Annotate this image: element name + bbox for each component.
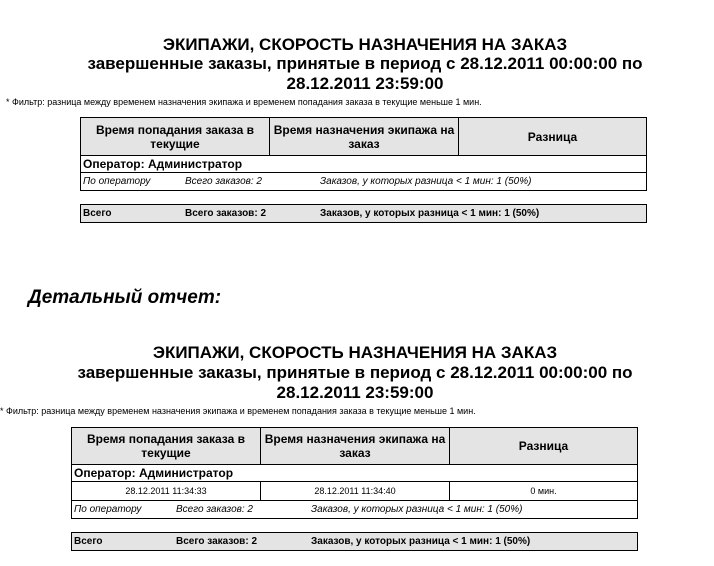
detail-time-in: 28.12.2011 11:34:33 xyxy=(72,482,261,500)
grand-total-diff-orders: Заказов, у которых разница < 1 мин: 1 (50%) xyxy=(311,536,531,547)
report1-operator-row xyxy=(80,156,647,173)
grand-total-label: Всего xyxy=(74,536,103,547)
report1-subtitle-line2: 28.12.2011 23:59:00 xyxy=(286,74,444,93)
report1-title: ЭКИПАЖИ, СКОРОСТЬ НАЗНАЧЕНИЯ НА ЗАКАЗ xyxy=(162,35,568,54)
report2-subtitle-line1: завершенные заказы, принятые в период с 28.12.2011 00:00:00 по xyxy=(77,363,633,382)
operator-label: Оператор: Администратор xyxy=(83,157,243,171)
detailed-report-heading: Детальный отчет: xyxy=(28,287,222,308)
header-time-in: Время попадания заказа в текущие xyxy=(81,118,270,155)
subtotal-total-orders: Всего заказов: 2 xyxy=(185,176,262,187)
report1-filter-note: * Фильтр: разница между временем назначения экипажа и временем попадания заказа в текущие меньше 1 мин. xyxy=(6,97,482,107)
header-time-assigned: Время назначения экипажа на заказ xyxy=(270,118,459,155)
subtotal-total-orders: Всего заказов: 2 xyxy=(176,504,253,515)
header-time-assigned: Время назначения экипажа на заказ xyxy=(261,428,450,464)
report1-grand-total-row xyxy=(80,204,647,223)
detail-time-assigned: 28.12.2011 11:34:40 xyxy=(261,482,450,500)
subtotal-label: По оператору xyxy=(74,504,142,515)
subtotal-diff-orders: Заказов, у которых разница < 1 мин: 1 (50%) xyxy=(311,504,523,515)
subtotal-diff-orders: Заказов, у которых разница < 1 мин: 1 (50%) xyxy=(320,176,532,187)
report2-operator-subtotal-row xyxy=(71,501,638,519)
report1-subtitle-line1: завершенные заказы, принятые в период с 28.12.2011 00:00:00 по xyxy=(87,54,643,73)
report2-detail-row xyxy=(71,482,638,501)
operator-label: Оператор: Администратор xyxy=(74,466,234,480)
grand-total-diff-orders: Заказов, у которых разница < 1 мин: 1 (50%) xyxy=(320,208,540,219)
report2-operator-row xyxy=(71,465,638,482)
report1-table-header xyxy=(80,117,647,156)
header-time-in: Время попадания заказа в текущие xyxy=(72,428,261,464)
header-difference: Разница xyxy=(518,439,569,453)
subtotal-label: По оператору xyxy=(83,176,151,187)
grand-total-orders: Всего заказов: 2 xyxy=(185,208,267,219)
header-difference: Разница xyxy=(527,129,578,144)
report2-filter-note: * Фильтр: разница между временем назначения экипажа и временем попадания заказа в текущие меньше 1 мин. xyxy=(0,406,476,416)
report1-operator-subtotal-row xyxy=(80,173,647,191)
grand-total-label: Всего xyxy=(83,208,112,219)
report2-subtitle-line2: 28.12.2011 23:59:00 xyxy=(276,383,434,402)
detail-difference: 0 мин. xyxy=(530,486,557,496)
report2-grand-total-row xyxy=(71,532,638,551)
report2-title: ЭКИПАЖИ, СКОРОСТЬ НАЗНАЧЕНИЯ НА ЗАКАЗ xyxy=(152,343,558,362)
report2-table-header xyxy=(71,427,638,465)
grand-total-orders: Всего заказов: 2 xyxy=(176,536,258,547)
